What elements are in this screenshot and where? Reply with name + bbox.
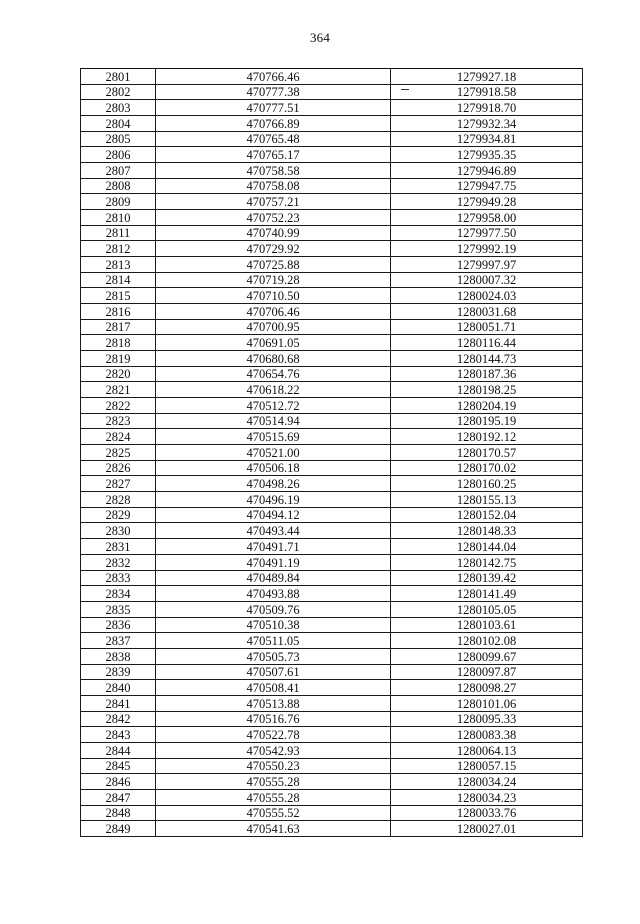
y-coordinate-cell: [391, 210, 583, 226]
y-coordinate-cell: [391, 695, 583, 711]
y-coordinate-value: 1279947.75: [456, 179, 517, 194]
table-row: [81, 398, 583, 414]
y-coordinate-value: 1280142.75: [456, 555, 517, 570]
x-coordinate-cell: 470491.71: [156, 539, 391, 555]
table-row: [81, 570, 583, 586]
y-coordinate-cell: [391, 633, 583, 649]
table-row: [81, 695, 583, 711]
y-coordinate-value: 1280144.04: [456, 539, 517, 554]
x-coordinate-cell: 470766.46: [156, 69, 391, 85]
table-row: [81, 319, 583, 335]
table-row: [81, 711, 583, 727]
point-number-cell: 2823: [81, 413, 156, 429]
x-coordinate-cell: 470654.76: [156, 366, 391, 382]
point-number-cell: 2842: [81, 711, 156, 727]
point-number-cell: 2803: [81, 100, 156, 116]
y-coordinate-cell: [391, 774, 583, 790]
y-coordinate-value: 1280033.76: [456, 806, 517, 821]
table-row: [81, 664, 583, 680]
y-coordinate-value: 1279935.35: [456, 148, 517, 163]
y-coordinate-value: 1280064.13: [456, 743, 517, 758]
y-coordinate-value: 1280116.44: [457, 336, 516, 351]
point-number-cell: 2832: [81, 554, 156, 570]
point-number-cell: 2811: [81, 225, 156, 241]
point-number-cell: 2849: [81, 821, 156, 837]
y-coordinate-cell: [391, 601, 583, 617]
x-coordinate-cell: 470493.88: [156, 586, 391, 602]
table-row: [81, 727, 583, 743]
stray-dash-mark: [401, 89, 409, 90]
y-coordinate-value: 1280027.01: [456, 821, 517, 836]
point-number-cell: 2817: [81, 319, 156, 335]
y-coordinate-value: 1280148.33: [456, 524, 517, 539]
point-number-cell: 2826: [81, 460, 156, 476]
point-number-cell: 2831: [81, 539, 156, 555]
table-row: [81, 366, 583, 382]
point-number-cell: 2834: [81, 586, 156, 602]
table-row: [81, 617, 583, 633]
point-number-cell: 2818: [81, 335, 156, 351]
table-row: [81, 805, 583, 821]
y-coordinate-value: 1280187.36: [456, 367, 517, 382]
x-coordinate-cell: 470513.88: [156, 695, 391, 711]
coordinate-table-body: [81, 69, 583, 837]
table-row: [81, 554, 583, 570]
x-coordinate-cell: 470522.78: [156, 727, 391, 743]
y-coordinate-value: 1280031.68: [456, 304, 517, 319]
point-number-cell: 2848: [81, 805, 156, 821]
x-coordinate-cell: 470758.08: [156, 178, 391, 194]
x-coordinate-cell: 470505.73: [156, 648, 391, 664]
point-number-cell: 2840: [81, 680, 156, 696]
table-row: [81, 225, 583, 241]
y-coordinate-cell: [391, 366, 583, 382]
table-row: [81, 601, 583, 617]
x-coordinate-cell: 470509.76: [156, 601, 391, 617]
y-coordinate-cell: [391, 617, 583, 633]
x-coordinate-cell: 470511.05: [156, 633, 391, 649]
table-row: [81, 84, 583, 100]
table-row: [81, 69, 583, 85]
table-row: [81, 351, 583, 367]
y-coordinate-cell: [391, 492, 583, 508]
y-coordinate-cell: [391, 711, 583, 727]
y-coordinate-cell: [391, 100, 583, 116]
point-number-cell: 2824: [81, 429, 156, 445]
point-number-cell: 2838: [81, 648, 156, 664]
y-coordinate-value: 1279918.58: [456, 85, 517, 100]
table-row: [81, 272, 583, 288]
x-coordinate-cell: 470706.46: [156, 304, 391, 320]
point-number-cell: 2807: [81, 163, 156, 179]
x-coordinate-cell: 470729.92: [156, 241, 391, 257]
point-number-cell: 2830: [81, 523, 156, 539]
y-coordinate-cell: [391, 821, 583, 837]
point-number-cell: 2829: [81, 507, 156, 523]
table-row: [81, 304, 583, 320]
x-coordinate-cell: 470766.89: [156, 116, 391, 132]
table-row: [81, 131, 583, 147]
x-coordinate-cell: 470494.12: [156, 507, 391, 523]
point-number-cell: 2812: [81, 241, 156, 257]
x-coordinate-cell: 470516.76: [156, 711, 391, 727]
point-number-cell: 2801: [81, 69, 156, 85]
table-row: [81, 492, 583, 508]
table-row: [81, 413, 583, 429]
y-coordinate-cell: [391, 523, 583, 539]
y-coordinate-cell: [391, 319, 583, 335]
point-number-cell: 2845: [81, 758, 156, 774]
y-coordinate-value: 1280198.25: [456, 383, 517, 398]
x-coordinate-cell: 470515.69: [156, 429, 391, 445]
x-coordinate-cell: 470555.28: [156, 789, 391, 805]
point-number-cell: 2835: [81, 601, 156, 617]
y-coordinate-cell: [391, 742, 583, 758]
x-coordinate-cell: 470777.51: [156, 100, 391, 116]
y-coordinate-value: 1279927.18: [456, 69, 517, 84]
y-coordinate-cell: [391, 84, 583, 100]
y-coordinate-value: 1280195.19: [456, 414, 517, 429]
table-row: [81, 445, 583, 461]
y-coordinate-cell: [391, 727, 583, 743]
y-coordinate-value: 1280139.42: [456, 571, 517, 586]
table-row: [81, 680, 583, 696]
point-number-cell: 2820: [81, 366, 156, 382]
y-coordinate-value: 1279949.28: [456, 195, 517, 210]
table-row: [81, 178, 583, 194]
table-row: [81, 429, 583, 445]
point-number-cell: 2841: [81, 695, 156, 711]
y-coordinate-value: 1280007.32: [456, 273, 517, 288]
x-coordinate-cell: 470777.38: [156, 84, 391, 100]
y-coordinate-value: 1280105.05: [456, 602, 517, 617]
table-row: [81, 648, 583, 664]
table-row: [81, 288, 583, 304]
y-coordinate-value: 1280152.04: [456, 508, 517, 523]
table-row: [81, 163, 583, 179]
y-coordinate-cell: [391, 288, 583, 304]
y-coordinate-cell: [391, 460, 583, 476]
point-number-cell: 2833: [81, 570, 156, 586]
x-coordinate-cell: 470506.18: [156, 460, 391, 476]
y-coordinate-cell: [391, 805, 583, 821]
y-coordinate-cell: [391, 429, 583, 445]
x-coordinate-cell: 470541.63: [156, 821, 391, 837]
x-coordinate-cell: 470758.58: [156, 163, 391, 179]
point-number-cell: 2806: [81, 147, 156, 163]
table-row: [81, 758, 583, 774]
y-coordinate-cell: [391, 116, 583, 132]
x-coordinate-cell: 470521.00: [156, 445, 391, 461]
y-coordinate-cell: [391, 664, 583, 680]
table-row: [81, 100, 583, 116]
point-number-cell: 2805: [81, 131, 156, 147]
y-coordinate-value: 1280103.61: [456, 618, 517, 633]
y-coordinate-value: 1280155.13: [456, 492, 517, 507]
point-number-cell: 2844: [81, 742, 156, 758]
y-coordinate-cell: [391, 586, 583, 602]
x-coordinate-cell: 470757.21: [156, 194, 391, 210]
y-coordinate-cell: [391, 758, 583, 774]
y-coordinate-value: 1280097.87: [456, 665, 517, 680]
table-row: [81, 335, 583, 351]
table-row: [81, 523, 583, 539]
y-coordinate-cell: [391, 554, 583, 570]
x-coordinate-cell: 470550.23: [156, 758, 391, 774]
y-coordinate-cell: [391, 131, 583, 147]
table-row: [81, 586, 583, 602]
y-coordinate-value: 1279934.81: [456, 132, 517, 147]
table-row: [81, 633, 583, 649]
y-coordinate-cell: [391, 680, 583, 696]
x-coordinate-cell: 470489.84: [156, 570, 391, 586]
y-coordinate-cell: [391, 445, 583, 461]
y-coordinate-cell: [391, 398, 583, 414]
y-coordinate-cell: [391, 476, 583, 492]
y-coordinate-cell: [391, 272, 583, 288]
table-row: [81, 507, 583, 523]
table-row: [81, 821, 583, 837]
y-coordinate-value: 1279918.70: [456, 101, 517, 116]
y-coordinate-value: 1280083.38: [456, 727, 517, 742]
y-coordinate-cell: [391, 351, 583, 367]
y-coordinate-value: 1280101.06: [456, 696, 517, 711]
y-coordinate-cell: [391, 304, 583, 320]
point-number-cell: 2821: [81, 382, 156, 398]
point-number-cell: 2802: [81, 84, 156, 100]
y-coordinate-cell: [391, 69, 583, 85]
table-row: [81, 210, 583, 226]
y-coordinate-cell: [391, 178, 583, 194]
x-coordinate-cell: 470725.88: [156, 257, 391, 273]
y-coordinate-value: 1279958.00: [456, 210, 517, 225]
y-coordinate-cell: [391, 382, 583, 398]
table-row: [81, 774, 583, 790]
x-coordinate-cell: 470691.05: [156, 335, 391, 351]
y-coordinate-cell: [391, 648, 583, 664]
y-coordinate-value: 1280057.15: [456, 759, 517, 774]
x-coordinate-cell: 470555.52: [156, 805, 391, 821]
point-number-cell: 2825: [81, 445, 156, 461]
x-coordinate-cell: 470507.61: [156, 664, 391, 680]
x-coordinate-cell: 470555.28: [156, 774, 391, 790]
y-coordinate-value: 1279997.97: [456, 257, 517, 272]
point-number-cell: 2847: [81, 789, 156, 805]
y-coordinate-cell: [391, 413, 583, 429]
x-coordinate-cell: 470710.50: [156, 288, 391, 304]
y-coordinate-cell: [391, 241, 583, 257]
x-coordinate-cell: 470510.38: [156, 617, 391, 633]
x-coordinate-cell: 470752.23: [156, 210, 391, 226]
table-row: [81, 147, 583, 163]
point-number-cell: 2839: [81, 664, 156, 680]
y-coordinate-value: 1280024.03: [456, 289, 517, 304]
table-row: [81, 742, 583, 758]
point-number-cell: 2810: [81, 210, 156, 226]
table-row: [81, 476, 583, 492]
y-coordinate-value: 1280141.49: [456, 586, 517, 601]
x-coordinate-cell: 470700.95: [156, 319, 391, 335]
point-number-cell: 2814: [81, 272, 156, 288]
y-coordinate-cell: [391, 194, 583, 210]
y-coordinate-value: 1280170.57: [456, 445, 517, 460]
y-coordinate-value: 1280170.02: [456, 461, 517, 476]
coordinate-table: [80, 68, 583, 837]
point-number-cell: 2809: [81, 194, 156, 210]
x-coordinate-cell: 470512.72: [156, 398, 391, 414]
point-number-cell: 2828: [81, 492, 156, 508]
x-coordinate-cell: 470496.19: [156, 492, 391, 508]
x-coordinate-cell: 470719.28: [156, 272, 391, 288]
table-row: [81, 241, 583, 257]
x-coordinate-cell: 470514.94: [156, 413, 391, 429]
y-coordinate-cell: [391, 147, 583, 163]
x-coordinate-cell: 470765.48: [156, 131, 391, 147]
y-coordinate-value: 1280192.12: [456, 430, 517, 445]
point-number-cell: 2804: [81, 116, 156, 132]
point-number-cell: 2822: [81, 398, 156, 414]
table-row: [81, 789, 583, 805]
y-coordinate-value: 1280095.33: [456, 712, 517, 727]
x-coordinate-cell: 470618.22: [156, 382, 391, 398]
table-row: [81, 257, 583, 273]
table-row: [81, 116, 583, 132]
point-number-cell: 2846: [81, 774, 156, 790]
x-coordinate-cell: 470680.68: [156, 351, 391, 367]
x-coordinate-cell: 470498.26: [156, 476, 391, 492]
y-coordinate-cell: [391, 539, 583, 555]
y-coordinate-value: 1280099.67: [456, 649, 517, 664]
x-coordinate-cell: 470491.19: [156, 554, 391, 570]
y-coordinate-cell: [391, 257, 583, 273]
x-coordinate-cell: 470542.93: [156, 742, 391, 758]
y-coordinate-cell: [391, 570, 583, 586]
x-coordinate-cell: 470740.99: [156, 225, 391, 241]
y-coordinate-value: 1279932.34: [456, 116, 517, 131]
x-coordinate-cell: 470493.44: [156, 523, 391, 539]
x-coordinate-cell: 470765.17: [156, 147, 391, 163]
x-coordinate-cell: 470508.41: [156, 680, 391, 696]
table-row: [81, 382, 583, 398]
table-row: [81, 460, 583, 476]
y-coordinate-cell: [391, 789, 583, 805]
point-number-cell: 2815: [81, 288, 156, 304]
y-coordinate-value: 1280204.19: [456, 398, 517, 413]
y-coordinate-value: 1279977.50: [456, 226, 517, 241]
page-number: 364: [309, 30, 331, 45]
table-row: [81, 194, 583, 210]
y-coordinate-cell: [391, 163, 583, 179]
point-number-cell: 2813: [81, 257, 156, 273]
y-coordinate-value: 1279946.89: [456, 163, 517, 178]
y-coordinate-value: 1279992.19: [456, 242, 517, 257]
y-coordinate-value: 1280102.08: [456, 633, 517, 648]
point-number-cell: 2808: [81, 178, 156, 194]
point-number-cell: 2816: [81, 304, 156, 320]
y-coordinate-value: 1280034.24: [456, 774, 517, 789]
point-number-cell: 2837: [81, 633, 156, 649]
y-coordinate-cell: [391, 225, 583, 241]
y-coordinate-cell: [391, 335, 583, 351]
y-coordinate-cell: [391, 507, 583, 523]
point-number-cell: 2819: [81, 351, 156, 367]
point-number-cell: 2836: [81, 617, 156, 633]
y-coordinate-value: 1280051.71: [456, 320, 517, 335]
y-coordinate-value: 1280034.23: [456, 790, 517, 805]
point-number-cell: 2843: [81, 727, 156, 743]
y-coordinate-value: 1280144.73: [456, 351, 517, 366]
point-number-cell: 2827: [81, 476, 156, 492]
table-row: [81, 539, 583, 555]
y-coordinate-value: 1280160.25: [456, 477, 517, 492]
y-coordinate-value: 1280098.27: [456, 680, 517, 695]
